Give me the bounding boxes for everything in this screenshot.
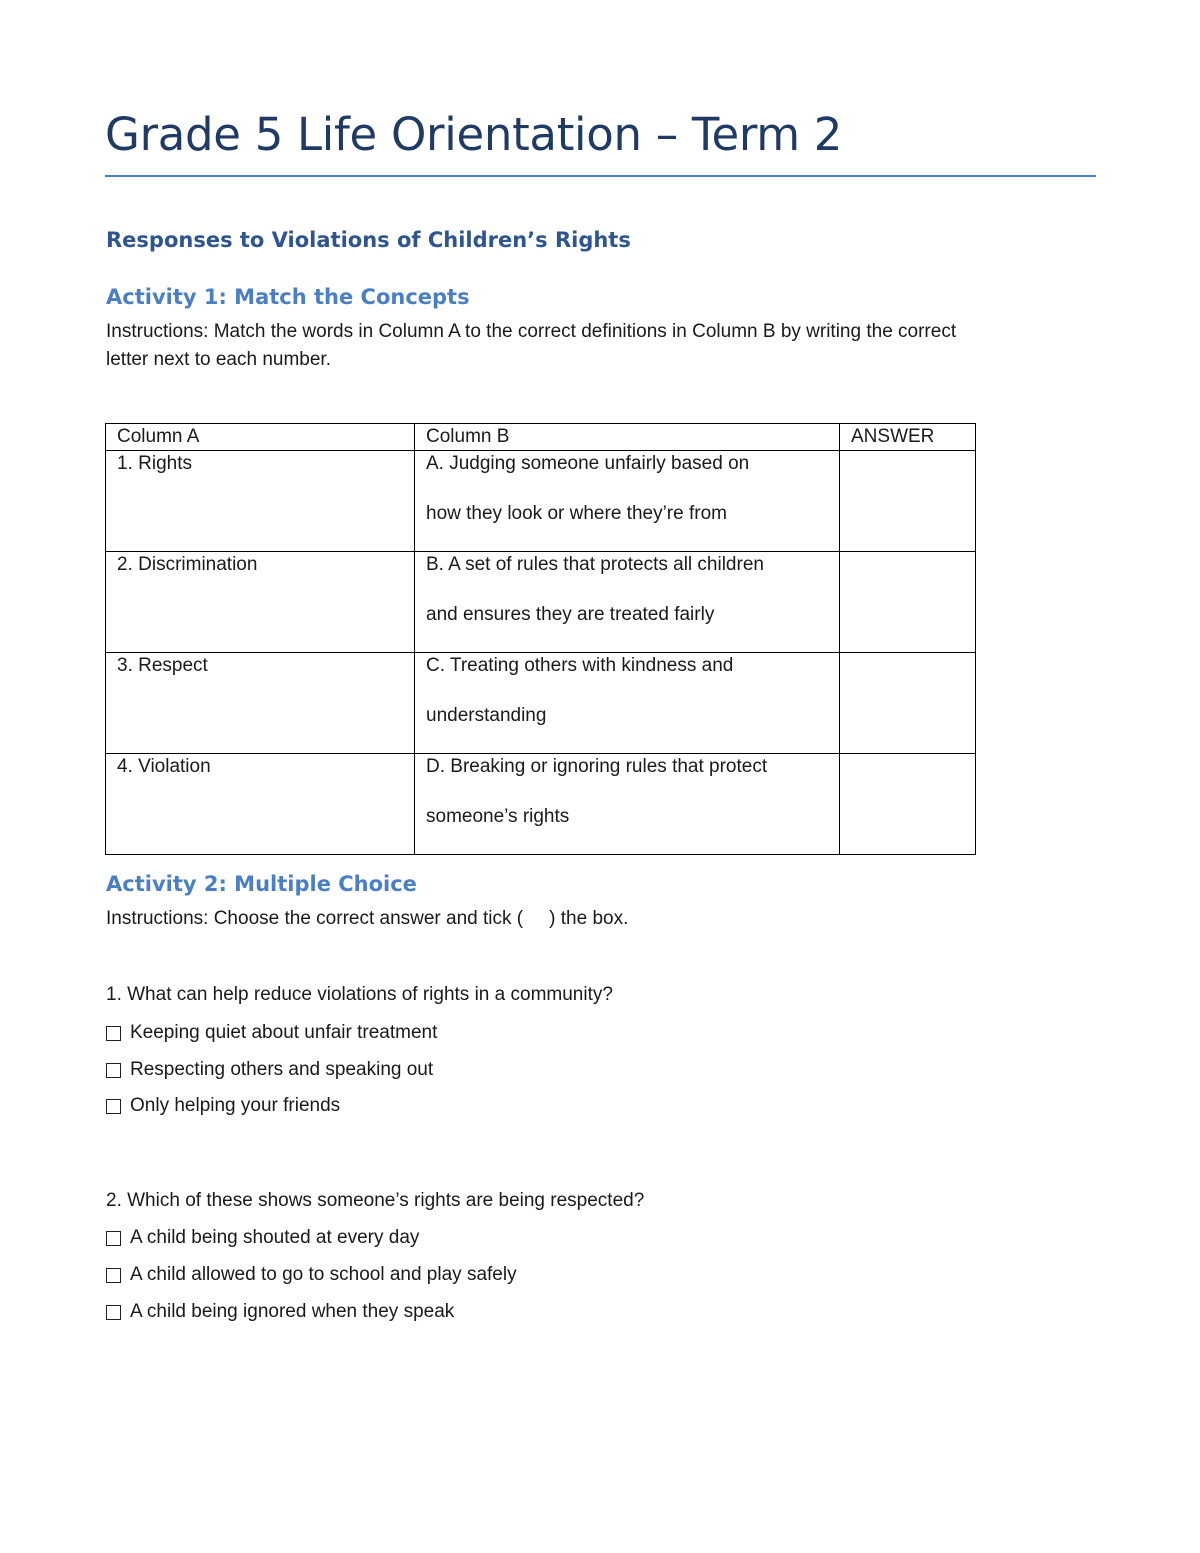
answer-cell[interactable] [840, 451, 976, 552]
checkbox-icon[interactable] [106, 1026, 121, 1041]
activity1-heading: Activity 1: Match the Concepts [106, 285, 470, 309]
checkbox-icon[interactable] [106, 1063, 121, 1078]
activity1-instructions-line2: letter next to each number. [106, 349, 331, 370]
column-b-cell: A. Judging someone unfairly based on how they look or where they’re from [415, 451, 840, 552]
option-checkbox[interactable] [106, 1022, 437, 1044]
option-label: A child being ignored when they speak [130, 1301, 455, 1322]
activity1-instructions-line1: Instructions: Match the words in Column A to the correct definitions in Column B by writing the correct [106, 321, 957, 342]
option-checkbox[interactable] [106, 1059, 433, 1081]
header-column-b: Column B [415, 424, 840, 451]
question-2: 2. Which of these shows someone’s rights are being respected? [106, 1190, 645, 1211]
column-a-cell: 2. Discrimination [106, 552, 415, 653]
column-b-cell: D. Breaking or ignoring rules that protect someone’s rights [415, 754, 840, 855]
header-answer: ANSWER [840, 424, 976, 451]
option-label: Respecting others and speaking out [130, 1059, 434, 1080]
checkbox-icon[interactable] [106, 1305, 121, 1320]
table-row [106, 653, 976, 754]
activity1-instructions [106, 318, 956, 374]
answer-cell[interactable] [840, 552, 976, 653]
column-b-cell: B. A set of rules that protects all children and ensures they are treated fairly [415, 552, 840, 653]
option-label: A child being shouted at every day [130, 1227, 420, 1248]
option-checkbox[interactable] [106, 1095, 340, 1117]
question-1: 1. What can help reduce violations of rights in a community? [106, 984, 613, 1005]
document-title: Grade 5 Life Orientation – Term 2 [105, 108, 843, 161]
table-row [106, 552, 976, 653]
option-checkbox[interactable] [106, 1227, 419, 1249]
option-label: Keeping quiet about unfair treatment [130, 1022, 438, 1043]
option-label: A child allowed to go to school and play safely [130, 1264, 517, 1285]
option-label: Only helping your friends [130, 1095, 341, 1116]
activity2-instructions: Instructions: Choose the correct answer and tick ( ) the box. [106, 908, 629, 929]
answer-cell[interactable] [840, 653, 976, 754]
column-b-cell: C. Treating others with kindness and understanding [415, 653, 840, 754]
checkbox-icon[interactable] [106, 1268, 121, 1283]
checkbox-icon[interactable] [106, 1099, 121, 1114]
column-a-cell: 3. Respect [106, 653, 415, 754]
activity2-heading: Activity 2: Multiple Choice [106, 872, 417, 896]
column-a-cell: 4. Violation [106, 754, 415, 855]
matching-table [105, 423, 976, 855]
option-checkbox[interactable] [106, 1264, 517, 1286]
title-underline [105, 175, 1096, 177]
answer-cell[interactable] [840, 754, 976, 855]
checkbox-icon[interactable] [106, 1231, 121, 1246]
header-column-a: Column A [106, 424, 415, 451]
column-a-cell: 1. Rights [106, 451, 415, 552]
option-checkbox[interactable] [106, 1301, 454, 1323]
section-heading: Responses to Violations of Children’s Rights [106, 228, 631, 252]
table-row [106, 754, 976, 855]
table-row [106, 451, 976, 552]
